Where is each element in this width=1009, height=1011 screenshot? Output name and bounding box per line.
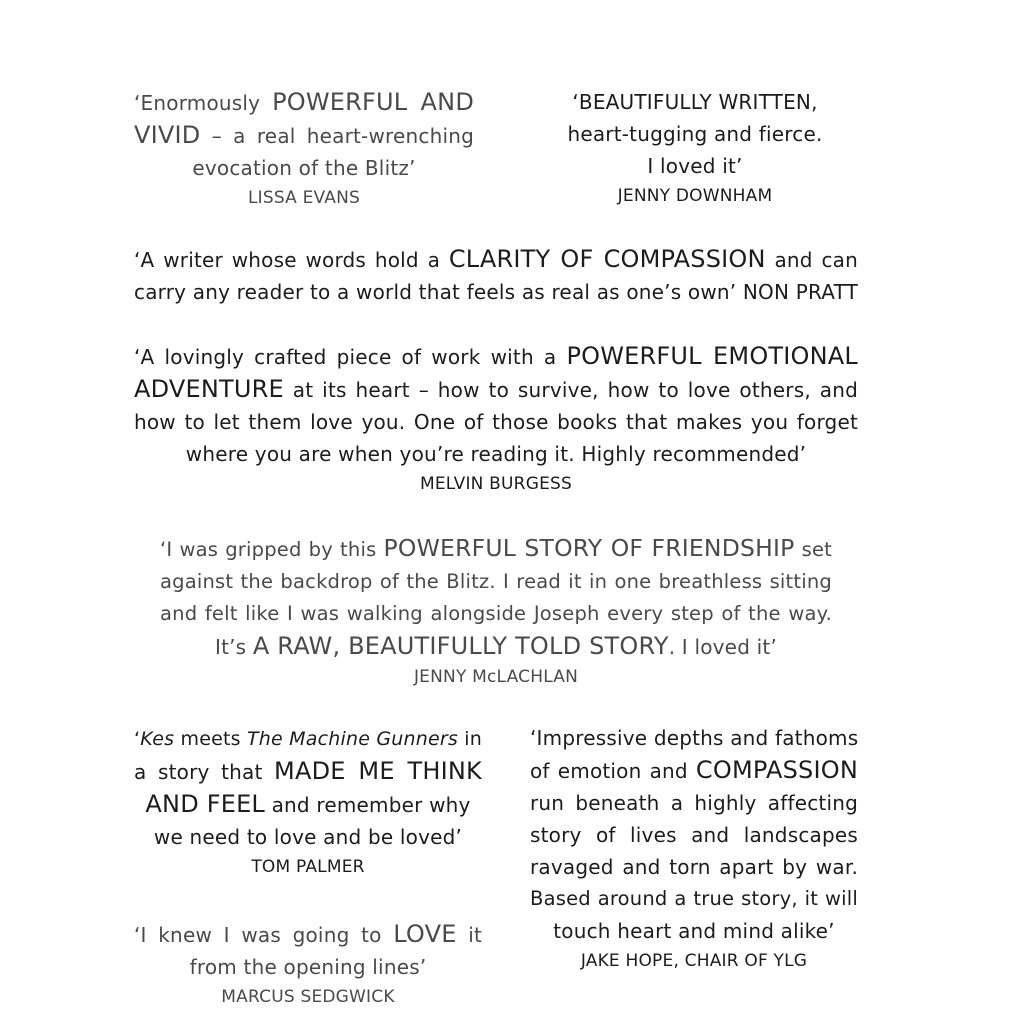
quote-line: story of lives and landscapes [530, 823, 858, 847]
quote-marcus-sedgwick [134, 918, 482, 1011]
quote-line: we need to love and be loved’ [153, 825, 463, 849]
quote-line: It’s A RAW, BEAUTIFULLY TOLD STORY. I loved it’ [214, 632, 778, 660]
emphasis-text: VIVID [134, 121, 201, 149]
quote-line: run beneath a highly affecting [530, 791, 858, 815]
emphasis-text: POWERFUL EMOTIONAL [566, 342, 858, 370]
quote-line: from the opening lines’ [189, 955, 427, 979]
quote-line: I loved it’ [647, 154, 743, 178]
quote-non-pratt [134, 243, 858, 308]
quote-attribution: JAKE HOPE, CHAIR OF YLG [580, 951, 808, 971]
quote-line: of emotion and COMPASSION [530, 756, 858, 784]
emphasis-text: COMPASSION [695, 756, 858, 784]
quote-line: a story that MADE ME THINK [134, 757, 482, 785]
emphasis-text: A RAW, BEAUTIFULLY TOLD STORY [252, 632, 669, 660]
quote-line: ‘I knew I was going to LOVE it [134, 920, 483, 948]
quote-line: ‘Impressive depths and fathoms [530, 726, 859, 750]
quote-line: ‘BEAUTIFULLY WRITTEN, [572, 90, 818, 114]
quote-line: ‘Enormously POWERFUL AND [134, 88, 474, 116]
quote-line: touch heart and mind alike’ [553, 919, 835, 943]
quote-jenny-downham [540, 86, 850, 210]
quote-tom-palmer [134, 723, 482, 881]
quote-attribution: JENNY DOWNHAM [617, 186, 773, 206]
quote-attribution: JENNY McLACHLAN [413, 667, 579, 687]
quote-line: evocation of the Blitz’ [192, 156, 416, 180]
quote-line: Based around a true story, it will [530, 887, 858, 910]
quote-line: ‘A lovingly crafted piece of work with a POWERFUL EMOTIONAL [134, 342, 858, 370]
emphasis-text: CLARITY OF COMPASSION [448, 245, 766, 273]
emphasis-text: POWERFUL STORY OF FRIENDSHIP [383, 534, 795, 562]
quote-line: how to let them love you. One of those books that makes you forget [134, 410, 858, 434]
quote-line: AND FEEL and remember why [145, 790, 471, 818]
emphasis-text: AND FEEL [145, 790, 266, 818]
emphasis-text: MADE ME THINK [274, 757, 482, 785]
emphasis-text: ADVENTURE [134, 375, 284, 403]
quote-line: ravaged and torn apart by war. [530, 855, 858, 879]
quote-jake-hope [530, 722, 858, 975]
quote-line: ‘Kes meets The Machine Gunners in [134, 728, 482, 750]
quote-attribution: TOM PALMER [251, 857, 365, 877]
quote-line: ‘A writer whose words hold a CLARITY OF COMPASSION and can [134, 245, 858, 273]
quote-line: against the backdrop of the Blitz. I read it in one breathless sitting [160, 570, 832, 593]
quote-attribution: LISSA EVANS [247, 188, 361, 208]
quote-attribution: MARCUS SEDGWICK [221, 987, 395, 1007]
quote-attribution: MELVIN BURGESS [420, 474, 572, 494]
quote-line: ‘I was gripped by this POWERFUL STORY OF FRIENDSHIP set [160, 534, 832, 562]
emphasis-text: LOVE [393, 920, 457, 948]
quote-line: VIVID – a real heart-wrenching [134, 121, 474, 149]
quote-jenny-mclachlan [160, 532, 832, 691]
quote-melvin-burgess [134, 340, 858, 498]
emphasis-text: POWERFUL AND [272, 88, 474, 116]
quote-line: where you are when you’re reading it. Highly recommended’ [185, 442, 807, 466]
quote-line: ADVENTURE at its heart – how to survive, how to love others, and [134, 375, 858, 403]
quote-lissa-evans [134, 86, 474, 212]
quote-line: carry any reader to a world that feels as real as one’s own’ NON PRATT [134, 280, 859, 304]
quote-line: heart-tugging and fierce. [567, 122, 823, 146]
quote-line: and felt like I was walking alongside Joseph every step of the way. [160, 602, 832, 625]
